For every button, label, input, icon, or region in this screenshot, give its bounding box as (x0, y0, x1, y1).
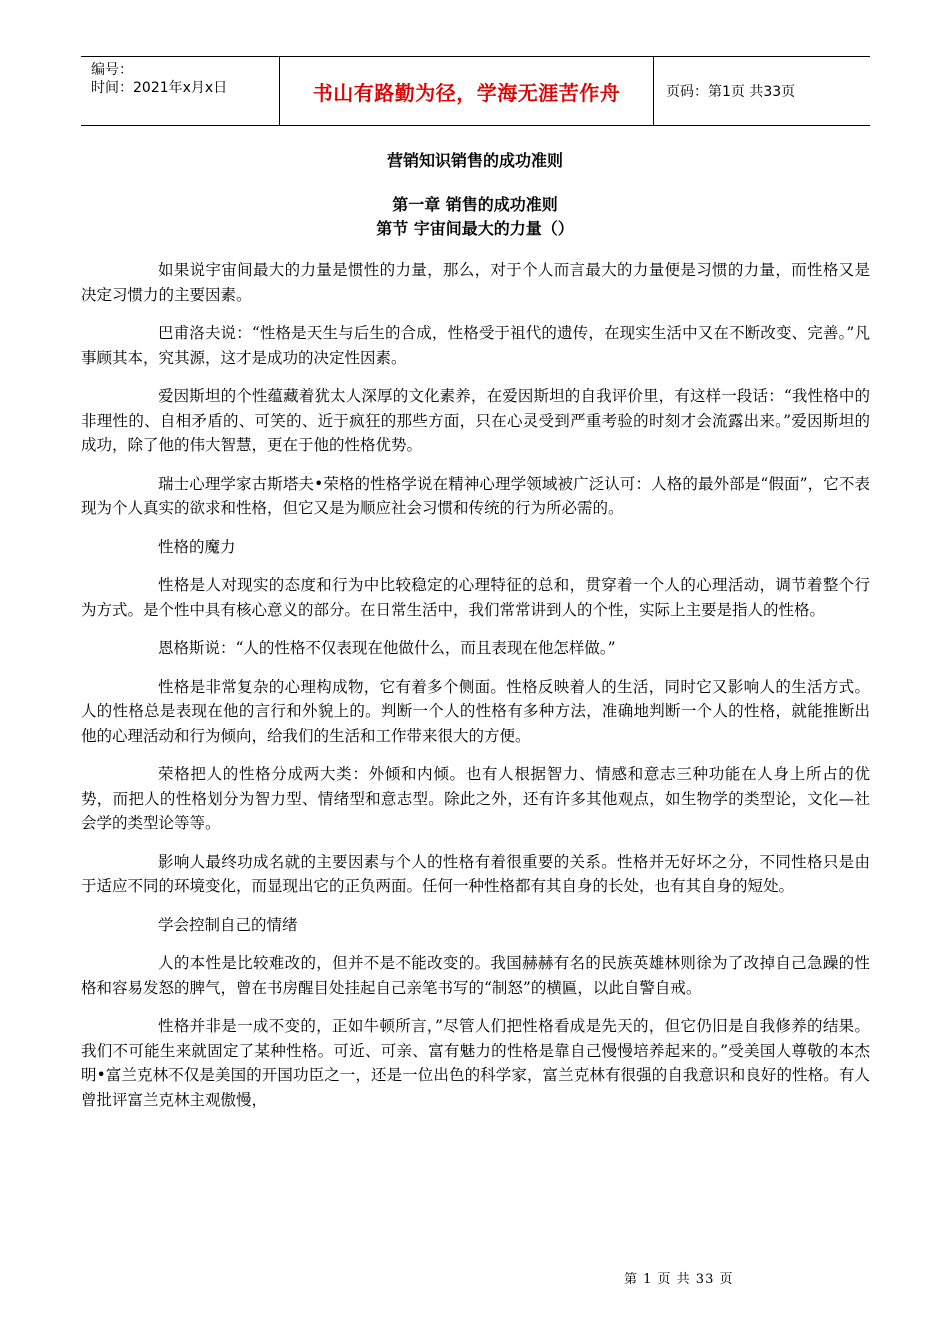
paragraph: 如果说宇宙间最大的力量是惯性的力量，那么，对于个人而言最大的力量便是习惯的力量，而性格又是决定习惯力的主要因素。 (81, 261, 870, 304)
paragraph: 人的本性是比较难改的，但并不是不能改变的。我国赫赫有名的民族英雄林则徐为了改掉自己急躁的性格和容易发怒的脾气，曾在书房醒目处挂起自己亲笔书写的“制怒”的横匾，以此自警自戒。 (81, 954, 870, 997)
header-table (81, 56, 870, 126)
paragraph: 荣格把人的性格分成两大类：外倾和内倾。也有人根据智力、情感和意志三种功能在人身上所占的优势，而把人的性格划分为智力型、情绪型和意志型。除此之外，还有许多其他观点，如生物学的类型论，文化—社会学的类型论等等。 (81, 765, 870, 832)
page-footer: 第 1 页 共 33 页 (624, 1272, 734, 1287)
paragraph: 性格是人对现实的态度和行为中比较稳定的心理特征的总和，贯穿着一个人的心理活动，调节着整个行为方式。是个性中具有核心意义的部分。在日常生活中，我们常常讲到人的个性，实际上主要是指人的性格。 (81, 576, 870, 619)
header-motto: 书山有路勤为径，学海无涯苦作舟 (280, 57, 654, 125)
paragraph: 性格并非是一成不变的，正如牛顿所言，”尽管人们把性格看成是先天的，但它仍旧是自我修养的结果。我们不可能生来就固定了某种性格。可近、可亲、富有魅力的性格是靠自己慢慢培养起来的。”受美国人尊敬的本杰明•富兰克林不仅是美国的开国功臣之一，还是一位出色的科学家，富兰克林有很强的自我意识和良好的性格。有人曾批评富兰克林主观傲慢， (81, 1017, 870, 1109)
subheading: 性格的魔力 (158, 537, 236, 556)
paragraph: 恩格斯说：“人的性格不仅表现在他做什么，而且表现在他怎样做。” (158, 639, 616, 657)
body-text (81, 258, 870, 1126)
paragraph: 影响人最终功成名就的主要因素与个人的性格有着很重要的关系。性格并无好坏之分，不同性格只是由于适应不同的环境变化，而显现出它的正负两面。任何一种性格都有其自身的长处，也有其自身的短处。 (81, 852, 870, 895)
section-title: 第节 宇宙间最大的力量（） (376, 219, 574, 238)
paragraph: 巴甫洛夫说：“性格是天生与后生的合成，性格受于祖代的遗传，在现实生活中又在不断改变、完善。”凡事顾其本，究其源，这才是成功的决定性因素。 (81, 324, 870, 367)
paragraph: 瑞士心理学家古斯塔夫•荣格的性格学说在精神心理学领域被广泛认可：人格的最外部是“假面”，它不表现为个人真实的欲求和性格，但它又是为顺应社会习惯和传统的行为所必需的。 (81, 474, 870, 517)
paragraph: 性格是非常复杂的心理构成物，它有着多个侧面。性格反映着人的生活，同时它又影响人的生活方式。人的性格总是表现在他的言行和外貌上的。判断一个人的性格有多种方法，准确地判断一个人的性格，就能推断出他的心理活动和行为倾向，给我们的生活和工作带来很大的方便。 (81, 677, 870, 745)
header-meta (81, 57, 280, 125)
subheading: 学会控制自己的情绪 (158, 915, 298, 934)
header-page-info: 页码：第1页 共33页 (666, 84, 796, 100)
paragraph: 爱因斯坦的个性蕴藏着犹太人深厚的文化素养，在爱因斯坦的自我评价里，有这样一段话：“我性格中的非理性的、自相矛盾的、可笑的、近于疯狂的那些方面，只在心灵受到严重考验的时刻才会流露出来。”爱因斯坦的成功，除了他的伟大智慧，更在于他的性格优势。 (81, 387, 870, 454)
time-label: 时间：2021年x月x日 (91, 80, 228, 96)
document-title: 营销知识销售的成功准则 (386, 151, 563, 170)
chapter-title: 第一章 销售的成功准则 (392, 195, 558, 214)
number-label: 编号： (91, 62, 133, 78)
